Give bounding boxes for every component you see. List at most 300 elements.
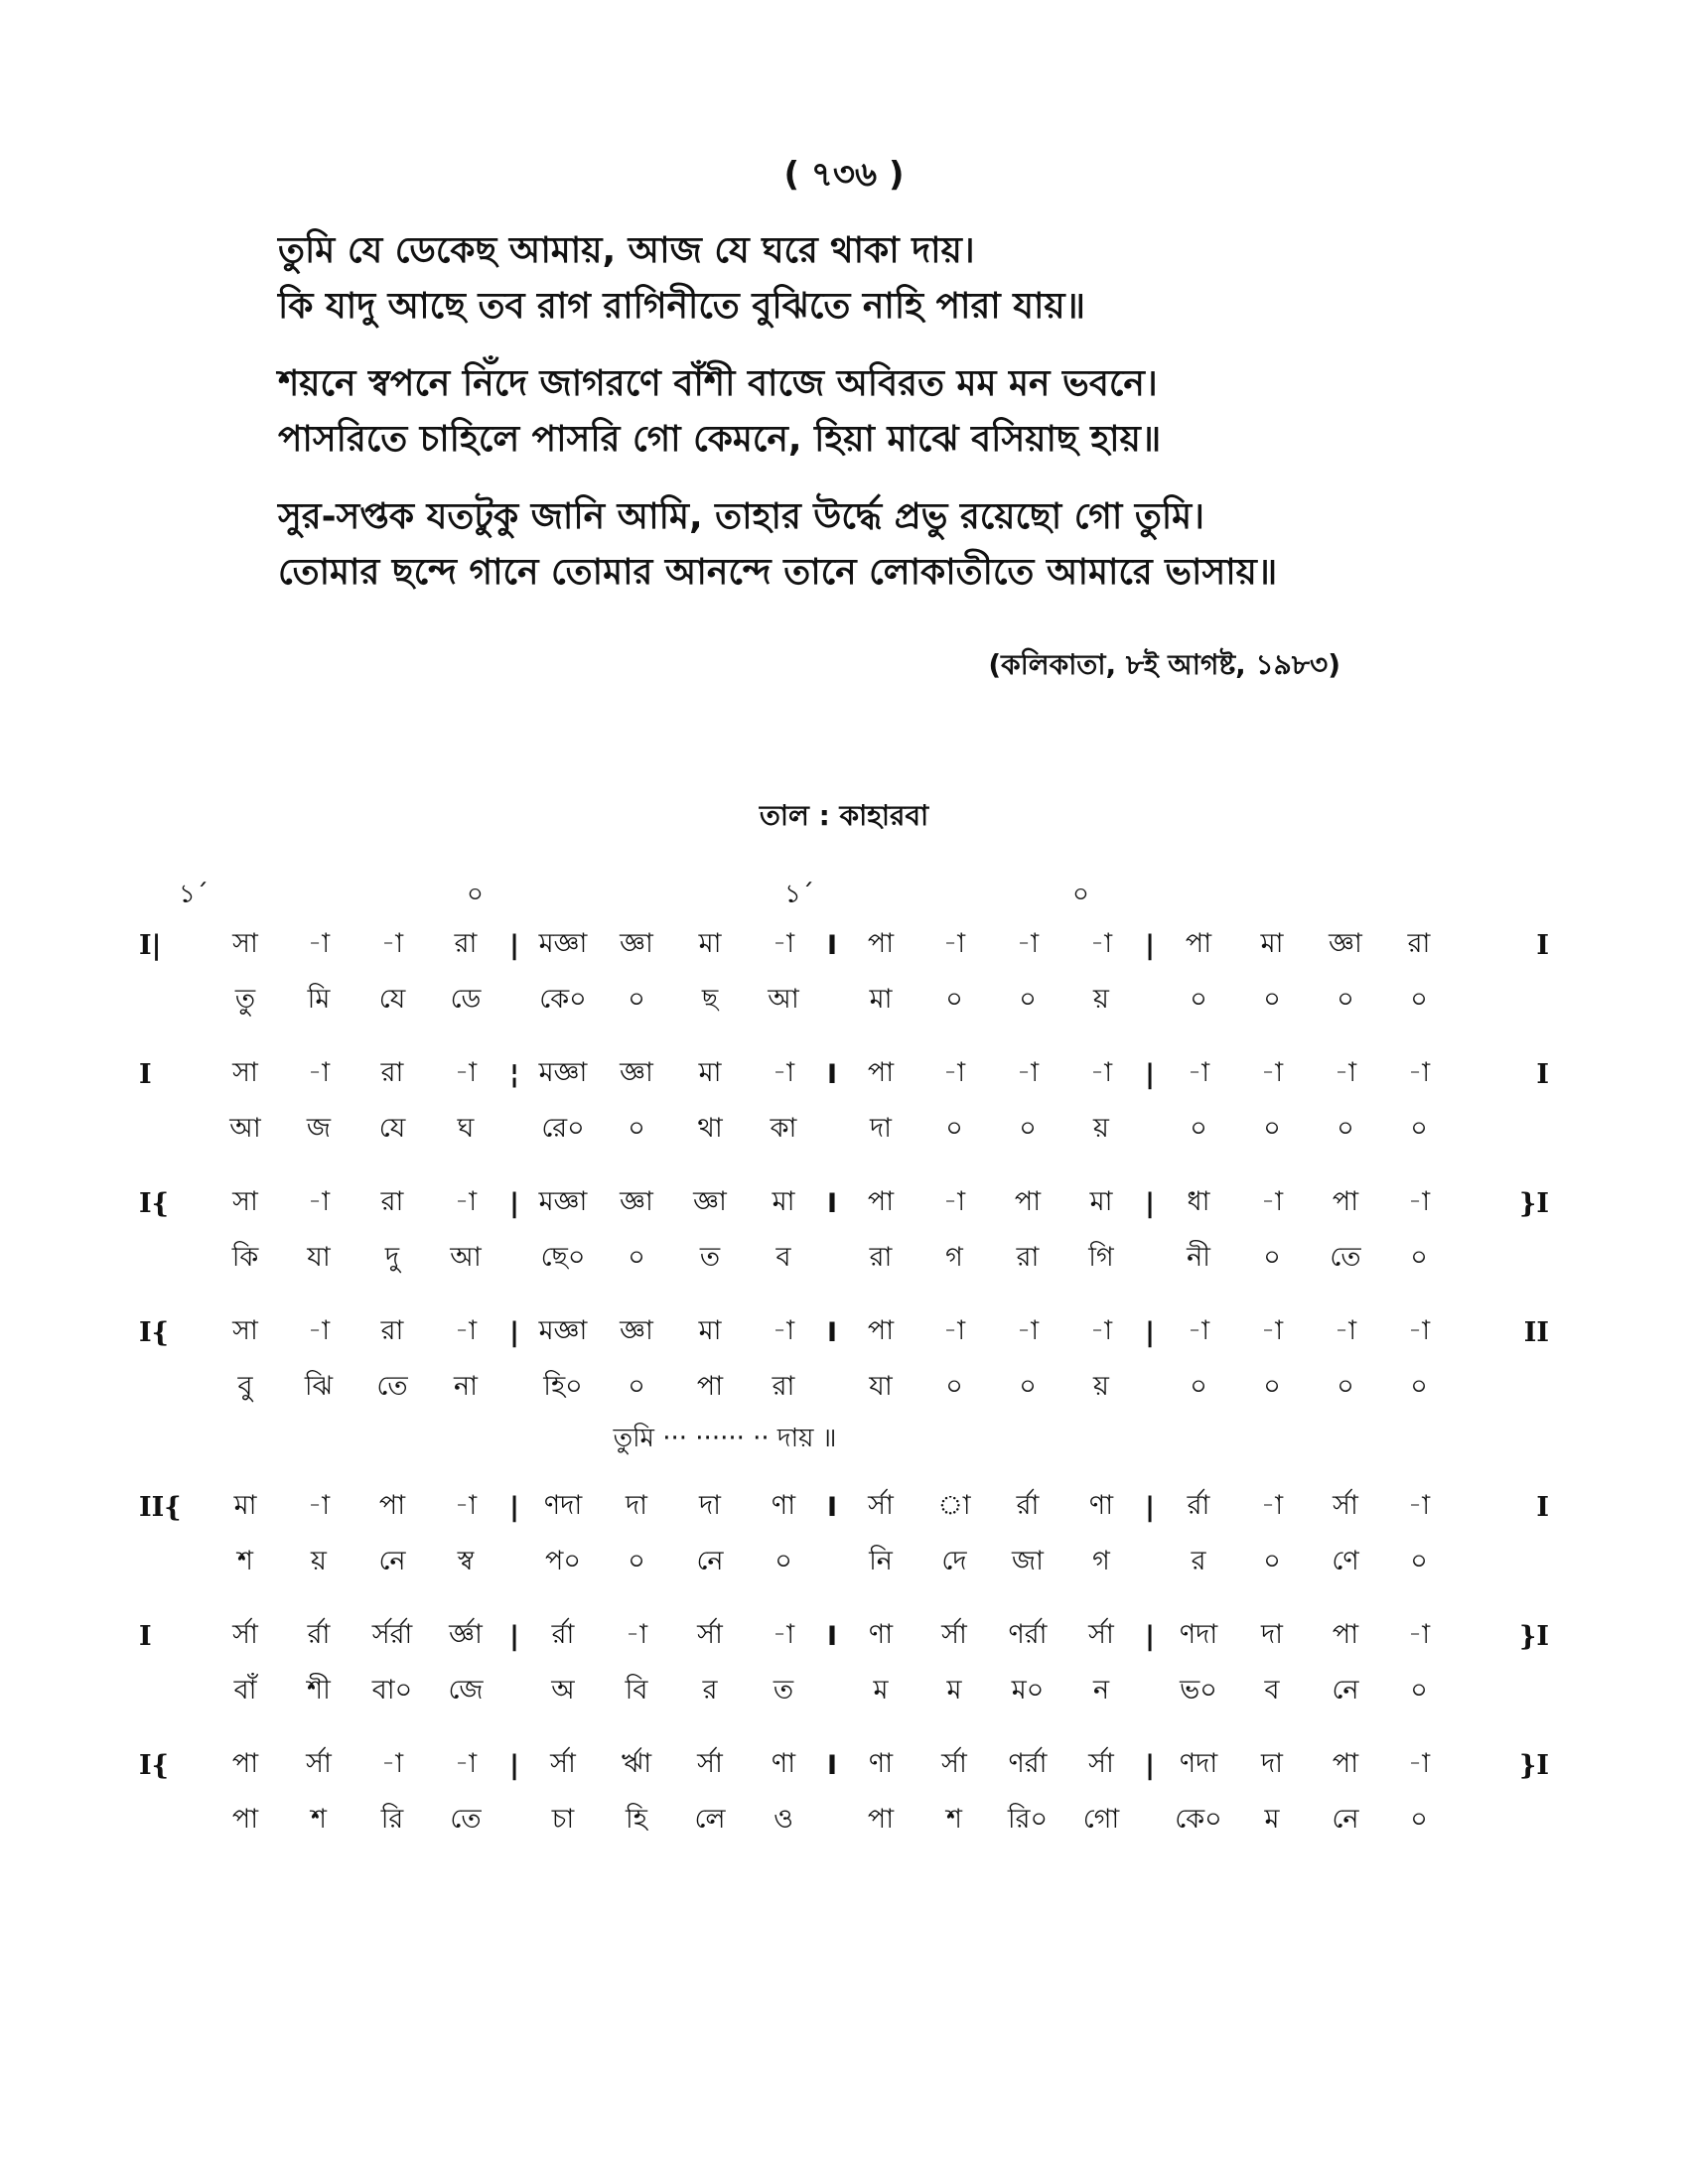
bar-line: |	[509, 1491, 519, 1523]
note: পা	[231, 1747, 259, 1779]
syllable: ণে	[1332, 1545, 1359, 1576]
note: -া	[307, 1185, 331, 1217]
note: রা	[1407, 927, 1431, 959]
syllable: ০	[628, 1545, 645, 1576]
syllable: শ	[237, 1545, 253, 1576]
syllable: গি	[1088, 1241, 1114, 1273]
lyric-line: কি যাদু আছে তব রাগ রাগিনীতে বুঝিতে নাহি পারা যায়॥	[278, 286, 1085, 327]
note: পা	[867, 1314, 895, 1346]
note: -া	[307, 927, 331, 959]
syllable: ০	[1410, 1241, 1428, 1273]
note: পা	[1014, 1185, 1042, 1217]
bar-line: I{	[139, 1316, 169, 1348]
syllable: তে	[450, 1803, 482, 1835]
bar-line: }I	[1519, 1187, 1549, 1219]
syllable: ০	[774, 1545, 792, 1576]
bar-line: |	[1145, 1491, 1155, 1523]
note: -া	[942, 927, 966, 959]
syllable: বি	[625, 1674, 648, 1706]
note: মা	[1089, 1185, 1113, 1217]
syllable: ০	[1190, 1370, 1207, 1402]
note: ণা	[868, 1618, 894, 1650]
notation-block	[139, 917, 1549, 1028]
syllable: নে	[378, 1545, 406, 1576]
bar-line: |	[1145, 1058, 1155, 1090]
syllable: ব	[775, 1241, 791, 1273]
note: -া	[772, 1056, 795, 1088]
note: -া	[1260, 1185, 1284, 1217]
notation-block	[139, 1304, 1549, 1461]
row-cells	[209, 1366, 1479, 1411]
syllable: নি	[869, 1545, 893, 1576]
note: র্সা	[232, 1618, 258, 1650]
row-cells	[209, 1108, 1479, 1153]
syllable: রা	[772, 1370, 795, 1402]
note: র্সা	[697, 1618, 723, 1650]
note: পা	[1332, 1618, 1359, 1650]
note: ণদা	[1179, 1618, 1218, 1650]
syllable: বাঁ	[233, 1674, 257, 1706]
note: র্সা	[868, 1489, 894, 1521]
note: র্সা	[306, 1747, 332, 1779]
swaralipi-row	[139, 1046, 1549, 1102]
note: া	[937, 1489, 971, 1521]
note: জ্ঞা	[620, 927, 653, 959]
syllable: নী	[1187, 1241, 1210, 1273]
row-cells	[209, 1799, 1479, 1843]
syllable: রা	[1016, 1241, 1040, 1273]
syllable: যে	[378, 983, 406, 1015]
syllable: কি	[231, 1241, 259, 1273]
syllable: নে	[1332, 1674, 1359, 1706]
note: -া	[942, 1185, 966, 1217]
row-cells	[209, 1485, 1479, 1530]
syllable: ০	[1263, 983, 1281, 1015]
syllable: যা	[307, 1241, 331, 1273]
bar-line: }I	[1519, 1620, 1549, 1652]
note: জ্ঞা	[620, 1056, 653, 1088]
syllable: আ	[450, 1241, 482, 1273]
syllable: ০	[1263, 1370, 1281, 1402]
beat-mark: ০	[467, 880, 484, 909]
syllable: ন	[1092, 1674, 1110, 1706]
note: দা	[1260, 1747, 1283, 1779]
syllable: শ	[311, 1803, 327, 1835]
syllable: হি০	[543, 1370, 583, 1402]
bar-line: I	[139, 1058, 152, 1090]
note: পা	[1332, 1185, 1359, 1217]
bar-line: I	[826, 1491, 838, 1523]
bar-line: I	[1536, 1058, 1549, 1090]
note: -া	[772, 1618, 795, 1650]
syllable: ০	[945, 983, 963, 1015]
note: -া	[1016, 1314, 1040, 1346]
bar-line: |	[1145, 1316, 1155, 1348]
note: মা	[772, 1185, 795, 1217]
syllable: আ	[768, 983, 799, 1015]
note: -া	[1016, 1056, 1040, 1088]
bar-line: |	[1145, 1620, 1155, 1652]
syllable: যা	[869, 1370, 893, 1402]
note: -া	[1407, 1056, 1431, 1088]
syllable: মি	[307, 983, 331, 1015]
note: মা	[233, 1489, 257, 1521]
lyric-line: শয়নে স্বপনে নিঁদে জাগরণে বাঁশী বাজে অবিরত মম মন ভবনে।	[278, 363, 1158, 404]
syllable: য়	[1093, 1112, 1109, 1144]
swaralipi-row	[139, 1608, 1549, 1664]
note: ণদা	[543, 1489, 583, 1521]
note: -া	[1407, 1747, 1431, 1779]
notation	[139, 874, 1549, 1866]
refrain-marker: তুমি ··· ······ ·· দায় ॥	[613, 1424, 837, 1453]
syllable: নে	[1332, 1803, 1359, 1835]
note: -া	[1089, 927, 1113, 959]
notation-block	[139, 1608, 1549, 1719]
bar-line: I	[826, 929, 838, 961]
bar-line: ¦	[509, 1058, 519, 1090]
syllable: পা	[867, 1803, 895, 1835]
note: ণদা	[1179, 1747, 1218, 1779]
syllable: তে	[1330, 1241, 1361, 1273]
note: -া	[1260, 1489, 1284, 1521]
note: জ্ঞা	[620, 1185, 653, 1217]
syllable: নে	[696, 1545, 724, 1576]
syllable: পা	[696, 1370, 724, 1402]
syllable: ০	[945, 1112, 963, 1144]
note: পা	[378, 1489, 406, 1521]
note: মজ্ঞা	[538, 927, 588, 959]
note: পা	[867, 927, 895, 959]
bar-line: |	[509, 1316, 519, 1348]
note: র্রা	[551, 1618, 575, 1650]
note: -া	[1407, 1489, 1431, 1521]
syllable: শী	[307, 1674, 331, 1706]
note: রা	[454, 927, 478, 959]
note: জ্ঞা	[693, 1185, 727, 1217]
syllable: বা০	[371, 1674, 413, 1706]
syllable: শ	[946, 1803, 962, 1835]
syllable: গ	[1092, 1545, 1110, 1576]
syllable: ০	[628, 1241, 645, 1273]
note: র্সা	[941, 1618, 967, 1650]
bar-line: |	[1145, 929, 1155, 961]
note: -া	[1187, 1314, 1210, 1346]
note: -া	[942, 1056, 966, 1088]
stanza	[278, 356, 1430, 468]
note: -া	[454, 1185, 478, 1217]
syllable: ছে০	[540, 1241, 586, 1273]
note: পা	[1332, 1747, 1359, 1779]
syllable: জ	[306, 1112, 332, 1144]
note: -া	[307, 1056, 331, 1088]
note: র্রা	[1187, 1489, 1210, 1521]
syllable: লে	[694, 1803, 726, 1835]
note: পা	[1185, 927, 1212, 959]
swaralipi-row	[139, 1304, 1549, 1360]
note: ণা	[771, 1747, 796, 1779]
swaralipi-row	[139, 1175, 1549, 1231]
bar-line: |	[509, 929, 519, 961]
syllable: ডে	[450, 983, 482, 1015]
note: ণা	[771, 1489, 796, 1521]
bar-line: |	[509, 1749, 519, 1781]
lyric-syllable-row	[139, 1231, 1549, 1287]
syllable: তে	[376, 1370, 408, 1402]
note: -া	[307, 1314, 331, 1346]
syllable: ০	[1410, 1674, 1428, 1706]
syllable: ০	[1019, 983, 1037, 1015]
bar-line: I	[826, 1058, 838, 1090]
syllable: রে০	[541, 1112, 585, 1144]
lyric-line: পাসরিতে চাহিলে পাসরি গো কেমনে, হিয়া মাঝে বসিয়াছ হায়॥	[278, 419, 1162, 460]
note: মজ্ঞা	[538, 1314, 588, 1346]
note: মা	[698, 927, 722, 959]
beat-mark: ১´	[179, 880, 209, 909]
row-cells	[209, 1181, 1479, 1226]
row-cells	[209, 1670, 1479, 1714]
note: -া	[380, 927, 404, 959]
note: -া	[625, 1618, 648, 1650]
page-number: ( ৭৩৬ )	[783, 155, 905, 195]
row-cells	[209, 1310, 1479, 1355]
syllable: ০	[1263, 1112, 1281, 1144]
note: -া	[772, 1314, 795, 1346]
syllable: আ	[229, 1112, 261, 1144]
note: ণর্রা	[1008, 1747, 1048, 1779]
swaralipi-row	[139, 917, 1549, 973]
note: -া	[1187, 1056, 1210, 1088]
syllable: ভ০	[1180, 1674, 1217, 1706]
syllable: ও	[774, 1803, 793, 1835]
syllable: বু	[237, 1370, 253, 1402]
bar-line: |	[509, 1620, 519, 1652]
bar-line: I|	[139, 929, 162, 961]
bar-line: I	[826, 1749, 838, 1781]
syllable: ০	[1336, 1370, 1354, 1402]
syllable: ম	[1264, 1803, 1280, 1835]
syllable: র	[702, 1674, 718, 1706]
lyric-line: তোমার ছন্দে গানে তোমার আনন্দে তানে লোকাতীতে আমারে ভাসায়॥	[278, 552, 1278, 593]
note: ণা	[1088, 1489, 1114, 1521]
syllable: কে০	[1175, 1803, 1222, 1835]
bar-line: I{	[139, 1187, 169, 1219]
syllable: গ	[945, 1241, 963, 1273]
note: -া	[307, 1489, 331, 1521]
syllable: ০	[1190, 1112, 1207, 1144]
beat-mark: ১´	[784, 880, 814, 909]
tala-heading: তাল : কাহারবা	[759, 799, 929, 832]
syllable: ০	[1410, 983, 1428, 1015]
syllable: জা	[1012, 1545, 1044, 1576]
bar-line: I	[826, 1620, 838, 1652]
bar-line: I	[1536, 929, 1549, 961]
note: র্সা	[1333, 1489, 1358, 1521]
syllable: গো	[1082, 1803, 1120, 1835]
syllable: ম০	[1011, 1674, 1045, 1706]
syllable: ০	[1019, 1112, 1037, 1144]
notation-block	[139, 1046, 1549, 1158]
note: মজ্ঞা	[538, 1185, 588, 1217]
syllable: ০	[1336, 983, 1354, 1015]
syllable: ০	[628, 1370, 645, 1402]
notation-block	[139, 1737, 1549, 1848]
lyrics	[278, 223, 1430, 622]
beat-marks	[139, 874, 1549, 917]
syllable: য়	[1093, 1370, 1109, 1402]
syllable: রি০	[1007, 1803, 1049, 1835]
note: -া	[942, 1314, 966, 1346]
lyric-syllable-row	[139, 1102, 1549, 1158]
note: রা	[380, 1314, 404, 1346]
syllable: য়	[311, 1545, 327, 1576]
syllable: চা	[551, 1803, 575, 1835]
note: -া	[772, 927, 795, 959]
syllable: জে	[448, 1674, 484, 1706]
note: -া	[1407, 1314, 1431, 1346]
lyric-line: তুমি যে ডেকেছ আমায়, আজ যে ঘরে থাকা দায়।	[278, 230, 975, 271]
note: রা	[380, 1185, 404, 1217]
note: -া	[1334, 1056, 1357, 1088]
syllable: র	[1191, 1545, 1206, 1576]
note: মা	[698, 1314, 722, 1346]
note: র্সর্রা	[371, 1618, 413, 1650]
syllable: ০	[1263, 1241, 1281, 1273]
note: র্সা	[1088, 1747, 1114, 1779]
syllable: ঝি	[304, 1370, 334, 1402]
note: -া	[1260, 1056, 1284, 1088]
note: -া	[1016, 927, 1040, 959]
note: সা	[232, 927, 258, 959]
syllable: ০	[1190, 983, 1207, 1015]
note: র্রা	[307, 1618, 331, 1650]
swaralipi-row	[139, 1737, 1549, 1793]
bar-line: I	[1536, 1491, 1549, 1523]
lyric-syllable-row	[139, 1793, 1549, 1848]
syllable: ০	[1410, 1803, 1428, 1835]
row-cells	[209, 1614, 1479, 1659]
syllable: ০	[628, 1112, 645, 1144]
lyric-line: সুর-সপ্তক যতটুকু জানি আমি, তাহার উর্দ্ধে প্রভু রয়েছো গো তুমি।	[278, 496, 1205, 537]
bar-line: I{	[139, 1749, 169, 1781]
syllable: মা	[869, 983, 893, 1015]
note: ণর্রা	[1008, 1618, 1048, 1650]
bar-line: |	[1145, 1187, 1155, 1219]
bar-line: I	[826, 1316, 838, 1348]
note: সা	[232, 1185, 258, 1217]
note: দা	[625, 1489, 647, 1521]
notation-block	[139, 1175, 1549, 1287]
note: মা	[1260, 927, 1284, 959]
syllable: ০	[1410, 1112, 1428, 1144]
syllable: তু	[234, 983, 256, 1015]
syllable: প০	[545, 1545, 581, 1576]
bar-line: I	[139, 1620, 152, 1652]
syllable: ০	[1263, 1545, 1281, 1576]
note: -া	[454, 1489, 478, 1521]
note: -া	[380, 1747, 404, 1779]
note: র্সা	[1088, 1618, 1114, 1650]
stanza	[278, 489, 1430, 601]
note: মা	[698, 1056, 722, 1088]
syllable: দে	[941, 1545, 967, 1576]
bar-line: }I	[1519, 1749, 1549, 1781]
syllable: রি	[380, 1803, 404, 1835]
syllable: স্ব	[457, 1545, 475, 1576]
note: দা	[1260, 1618, 1283, 1650]
lyric-syllable-row	[139, 1360, 1549, 1416]
row-cells	[209, 923, 1479, 968]
note: মজ্ঞা	[538, 1056, 588, 1088]
lyric-syllable-row	[139, 1535, 1549, 1590]
syllable: দু	[384, 1241, 400, 1273]
note: ণা	[868, 1747, 894, 1779]
lyric-syllable-row	[139, 1664, 1549, 1719]
syllable: ব	[1264, 1674, 1280, 1706]
syllable: কা	[770, 1112, 797, 1144]
note: দা	[698, 1489, 721, 1521]
note: -া	[1260, 1314, 1284, 1346]
note: র্সা	[697, 1747, 723, 1779]
note: রা	[380, 1056, 404, 1088]
syllable: ০	[628, 983, 645, 1015]
syllable: ০	[945, 1370, 963, 1402]
note: -া	[1089, 1314, 1113, 1346]
note: জ্ঞা	[620, 1314, 653, 1346]
syllable: ০	[1019, 1370, 1037, 1402]
row-cells	[209, 1541, 1479, 1585]
citation: (কলিকাতা, ৮ই আগষ্ট, ১৯৮৩)	[988, 648, 1340, 681]
row-cells	[209, 1052, 1479, 1097]
syllable: কে০	[539, 983, 587, 1015]
notation-block	[139, 1479, 1549, 1590]
syllable: থা	[697, 1112, 723, 1144]
lyric-syllable-row	[139, 973, 1549, 1028]
bar-line: |	[1145, 1749, 1155, 1781]
row-cells	[209, 1743, 1479, 1788]
note: ধা	[1187, 1185, 1210, 1217]
syllable: অ	[551, 1674, 575, 1706]
syllable: ঘ	[457, 1112, 475, 1144]
note: র্সা	[941, 1747, 967, 1779]
note: পা	[867, 1185, 895, 1217]
bar-line: II	[1523, 1316, 1549, 1348]
syllable: দা	[869, 1112, 892, 1144]
note: সা	[232, 1056, 258, 1088]
note: -া	[454, 1056, 478, 1088]
bar-line: II{	[139, 1491, 182, 1523]
syllable: পা	[231, 1803, 259, 1835]
note: -া	[454, 1747, 478, 1779]
note: জ্ঞা	[1329, 927, 1362, 959]
note: -া	[1089, 1056, 1113, 1088]
note: সা	[232, 1314, 258, 1346]
note: র্সা	[550, 1747, 576, 1779]
row-cells	[209, 1237, 1479, 1282]
syllable: রা	[869, 1241, 893, 1273]
syllable: ০	[1336, 1112, 1354, 1144]
bar-line: I	[826, 1187, 838, 1219]
beat-mark: ০	[1072, 880, 1089, 909]
bar-line: |	[509, 1187, 519, 1219]
stanza	[278, 223, 1430, 335]
syllable: যে	[378, 1112, 406, 1144]
syllable: ০	[1410, 1370, 1428, 1402]
syllable: ০	[1410, 1545, 1428, 1576]
syllable: ছ	[701, 983, 719, 1015]
note: র্জ্ঞা	[449, 1618, 483, 1650]
note: -া	[1407, 1618, 1431, 1650]
note: -া	[1407, 1185, 1431, 1217]
